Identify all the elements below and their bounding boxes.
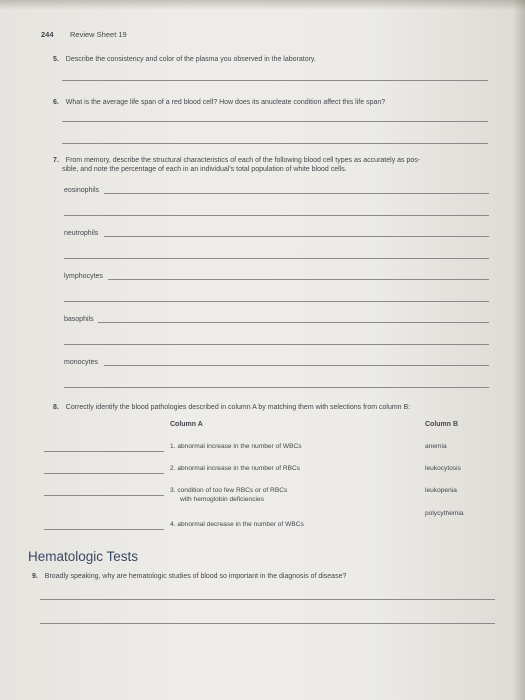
question-5-text: Describe the consistency and color of the plasma you observed in the laboratory. (65, 56, 316, 63)
match-blank-4[interactable] (44, 529, 164, 530)
sheet-title: Review Sheet 19 (70, 30, 127, 39)
answer-line-basophils-2[interactable] (64, 344, 489, 345)
question-6 (53, 99, 385, 106)
question-7-line2: sible, and note the percentage of each in an individual's total population of white blood cells. (62, 166, 347, 173)
answer-line-q9-2[interactable] (40, 623, 495, 624)
question-9-number: 9. (32, 573, 38, 580)
answer-line-neutrophils[interactable] (104, 236, 489, 237)
cell-label-basophils: basophils (64, 316, 94, 323)
match-blank-2[interactable] (44, 473, 164, 474)
answer-line-eosinophils-2[interactable] (64, 215, 489, 216)
answer-line-neutrophils-2[interactable] (64, 258, 489, 259)
column-b-item-polycythemia: polycythemia (425, 510, 464, 517)
answer-line-eosinophils[interactable] (104, 193, 489, 194)
column-a-title: Column A (170, 421, 203, 428)
answer-line-lymphocytes[interactable] (108, 279, 489, 280)
column-b-item-anemia: anemia (425, 443, 447, 450)
question-9-text: Broadly speaking, why are hematologic studies of blood so important in the diagnosis of disease? (44, 573, 347, 580)
section-heading: Hematologic Tests (28, 549, 139, 564)
question-6-text: What is the average life span of a red blood cell? How does its anucleate condition affect this life span? (65, 99, 386, 106)
answer-line-q6-2[interactable] (62, 143, 488, 144)
question-8 (53, 404, 410, 411)
question-7-number: 7. (53, 157, 59, 164)
column-a-item-1: 1. abnormal increase in the number of WBCs (170, 443, 302, 450)
match-blank-1[interactable] (44, 451, 164, 452)
column-a-item-3-cont: with hemoglobin deficiencies (180, 496, 264, 503)
question-7-line1: From memory, describe the structural characteristics of each of the following blood cell types as accurately as pos- (65, 157, 421, 164)
page-number: 244 (41, 30, 54, 39)
answer-line-q5[interactable] (62, 80, 488, 81)
answer-line-basophils[interactable] (98, 322, 489, 323)
question-6-number: 6. (53, 99, 59, 106)
question-5-number: 5. (53, 56, 59, 63)
answer-line-lymphocytes-2[interactable] (64, 301, 489, 302)
answer-line-monocytes-2[interactable] (64, 387, 489, 388)
cell-label-monocytes: monocytes (64, 359, 98, 366)
column-b-item-leukocytosis: leukocytosis (425, 465, 461, 472)
question-9 (32, 573, 346, 580)
question-5 (53, 56, 316, 63)
column-a-item-3: 3. condition of too few RBCs or of RBCs (170, 487, 288, 494)
cell-label-lymphocytes: lymphocytes (64, 273, 103, 280)
answer-line-q9-1[interactable] (40, 599, 495, 600)
answer-line-q6-1[interactable] (62, 121, 488, 122)
match-blank-3[interactable] (44, 495, 164, 496)
column-b-item-leukopenia: leukopenia (425, 487, 457, 494)
page-shadow-top (0, 0, 525, 10)
cell-label-neutrophils: neutrophils (64, 230, 99, 237)
question-8-text: Correctly identify the blood pathologies described in column A by matching them with selections from column B: (65, 404, 411, 411)
page-shadow-right (513, 0, 525, 700)
column-b-title: Column B (425, 421, 459, 428)
question-7 (53, 157, 420, 164)
cell-label-eosinophils: eosinophils (64, 187, 100, 194)
answer-line-monocytes[interactable] (104, 365, 489, 366)
column-a-item-2: 2. abnormal increase in the number of RBCs (170, 465, 301, 472)
column-a-item-4: 4. abnormal decrease in the number of WBCs (170, 521, 304, 528)
question-8-number: 8. (53, 404, 59, 411)
